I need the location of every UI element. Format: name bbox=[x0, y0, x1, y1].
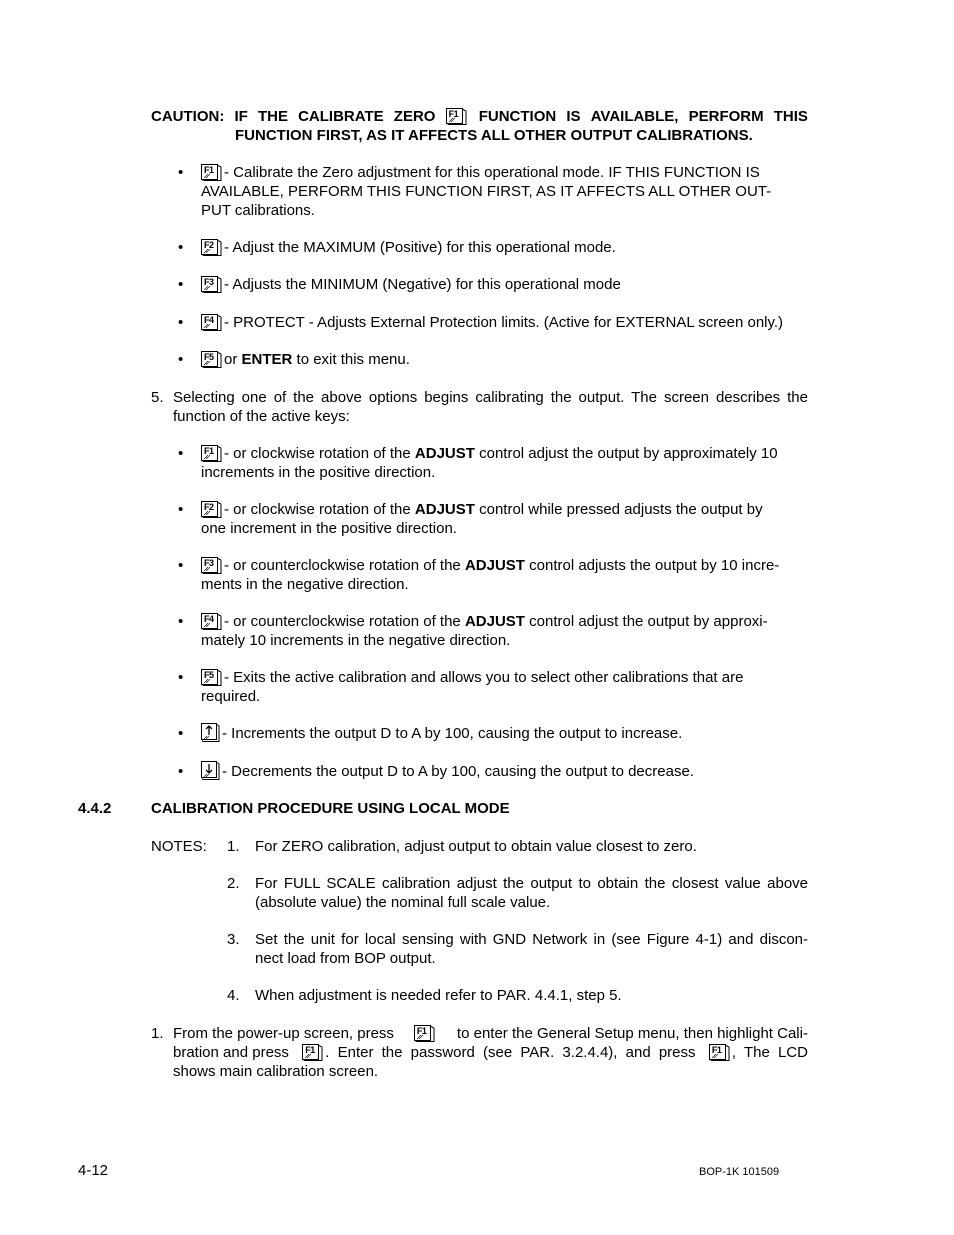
f1-key-icon: F1 bbox=[201, 445, 222, 462]
f2-key-icon: F2 bbox=[201, 239, 222, 256]
bullet: • bbox=[178, 725, 184, 742]
f4-key-icon: F4 bbox=[201, 314, 222, 331]
f5-key-icon: F5 bbox=[201, 351, 222, 368]
list-item: F5 or ENTER to exit this menu. bbox=[201, 350, 410, 369]
f1-key-icon: F1 bbox=[302, 1044, 323, 1061]
up-arrow-key-icon bbox=[201, 725, 220, 742]
note-text-line: (absolute value) the nominal full scale value. bbox=[255, 894, 551, 911]
f5-key-icon: F5 bbox=[201, 669, 222, 686]
list-item: F2 - or clockwise rotation of the ADJUST control while pressed adjusts the output by bbox=[201, 500, 763, 519]
list-item-continuation: PUT calibrations. bbox=[201, 202, 315, 219]
step-number: 1. bbox=[151, 1025, 164, 1042]
caution-word: IS bbox=[566, 108, 581, 125]
list-item-continuation: one increment in the positive direction. bbox=[201, 520, 457, 537]
f1-key-icon: F1 bbox=[446, 108, 467, 125]
caution-prefix: CAUTION: bbox=[151, 108, 225, 125]
step-text-line: bration and press F1 . Enter the password (see PAR. 3.2.4.4), and press F1 , The LCD bbox=[173, 1044, 808, 1061]
caution-word: AVAILABLE, bbox=[590, 108, 679, 125]
note-number: 3. bbox=[227, 931, 240, 948]
note-number: 1. bbox=[227, 838, 240, 855]
bullet: • bbox=[178, 276, 184, 293]
list-item: F2 - Adjust the MAXIMUM (Positive) for this operational mode. bbox=[201, 238, 616, 257]
list-item-continuation: ments in the negative direction. bbox=[201, 576, 409, 593]
step-text-line: function of the active keys: bbox=[173, 408, 350, 425]
section-number: 4.4.2 bbox=[78, 800, 112, 817]
bullet: • bbox=[178, 669, 184, 686]
caution-word: CALIBRATE bbox=[298, 108, 384, 125]
bullet: • bbox=[178, 164, 184, 181]
caution-word: FUNCTION bbox=[478, 108, 557, 125]
step-text-line: shows main calibration screen. bbox=[173, 1063, 379, 1080]
note-text-line: When adjustment is needed refer to PAR. 4.4.1, step 5. bbox=[255, 987, 622, 1004]
list-item-continuation: increments in the positive direction. bbox=[201, 464, 436, 481]
list-item: F1 - Calibrate the Zero adjustment for this operational mode. IF THIS FUNCTION IS bbox=[201, 163, 760, 182]
section-title: CALIBRATION PROCEDURE USING LOCAL MODE bbox=[151, 800, 510, 817]
list-item-continuation: required. bbox=[201, 688, 261, 705]
list-item: - Decrements the output D to A by 100, causing the output to decrease. bbox=[201, 762, 694, 781]
f1-key-icon: F1 bbox=[709, 1044, 730, 1061]
list-item-continuation: AVAILABLE, PERFORM THIS FUNCTION FIRST, AS IT AFFECTS ALL OTHER OUT- bbox=[201, 183, 772, 200]
note-text-line: nect load from BOP output. bbox=[255, 950, 436, 967]
note-number: 2. bbox=[227, 875, 240, 892]
step-number: 5. bbox=[151, 389, 164, 406]
caution-word: THIS bbox=[773, 108, 808, 125]
f2-key-icon: F2 bbox=[201, 501, 222, 518]
page-number: 4-12 bbox=[78, 1162, 109, 1179]
f1-key-icon: F1 bbox=[414, 1025, 435, 1042]
note-text-line: For FULL SCALE calibration adjust the output to obtain the closest value above bbox=[255, 875, 808, 892]
caution-word: PERFORM bbox=[688, 108, 764, 125]
bullet: • bbox=[178, 351, 184, 368]
list-item: - Increments the output D to A by 100, causing the output to increase. bbox=[201, 724, 682, 743]
caution-line-1 bbox=[151, 107, 808, 126]
list-item: F3 - Adjusts the MINIMUM (Negative) for this operational mode bbox=[201, 275, 621, 294]
step-text-line: Selecting one of the above options begins calibrating the output. The screen describes the bbox=[173, 389, 808, 406]
note-number: 4. bbox=[227, 987, 240, 1004]
step-text-line: From the power-up screen, press F1 to enter the General Setup menu, then highlight Cali- bbox=[173, 1025, 808, 1042]
caution-word: IF bbox=[234, 108, 248, 125]
caution-line-2: FUNCTION FIRST, AS IT AFFECTS ALL OTHER OUTPUT CALIBRATIONS. bbox=[235, 127, 753, 144]
f4-key-icon: F4 bbox=[201, 613, 222, 630]
bullet: • bbox=[178, 501, 184, 518]
down-arrow-key-icon bbox=[201, 763, 220, 780]
bullet: • bbox=[178, 445, 184, 462]
list-item-continuation: mately 10 increments in the negative direction. bbox=[201, 632, 511, 649]
document-id: BOP-1K 101509 bbox=[699, 1166, 780, 1178]
bullet: • bbox=[178, 314, 184, 331]
bullet: • bbox=[178, 613, 184, 630]
caution-word: THE bbox=[257, 108, 288, 125]
f3-key-icon: F3 bbox=[201, 276, 222, 293]
list-item: F3 - or counterclockwise rotation of the ADJUST control adjusts the output by 10 incre- bbox=[201, 556, 779, 575]
bullet: • bbox=[178, 763, 184, 780]
notes-label: NOTES: bbox=[151, 838, 207, 855]
bullet: • bbox=[178, 557, 184, 574]
caution-block bbox=[151, 107, 808, 147]
note-text-line: Set the unit for local sensing with GND Network in (see Figure 4-1) and discon- bbox=[255, 931, 808, 948]
list-item: F1 - or clockwise rotation of the ADJUST control adjust the output by approximately 10 bbox=[201, 444, 778, 463]
f1-key-icon: F1 bbox=[201, 164, 222, 181]
list-item: F4 - or counterclockwise rotation of the ADJUST control adjust the output by approxi- bbox=[201, 612, 768, 631]
note-text-line: For ZERO calibration, adjust output to obtain value closest to zero. bbox=[255, 838, 697, 855]
f3-key-icon: F3 bbox=[201, 557, 222, 574]
list-item: F5 - Exits the active calibration and allows you to select other calibrations that are bbox=[201, 668, 743, 687]
bullet: • bbox=[178, 239, 184, 256]
list-item: F4 - PROTECT - Adjusts External Protection limits. (Active for EXTERNAL screen only.) bbox=[201, 313, 783, 332]
caution-word: ZERO bbox=[393, 108, 436, 125]
